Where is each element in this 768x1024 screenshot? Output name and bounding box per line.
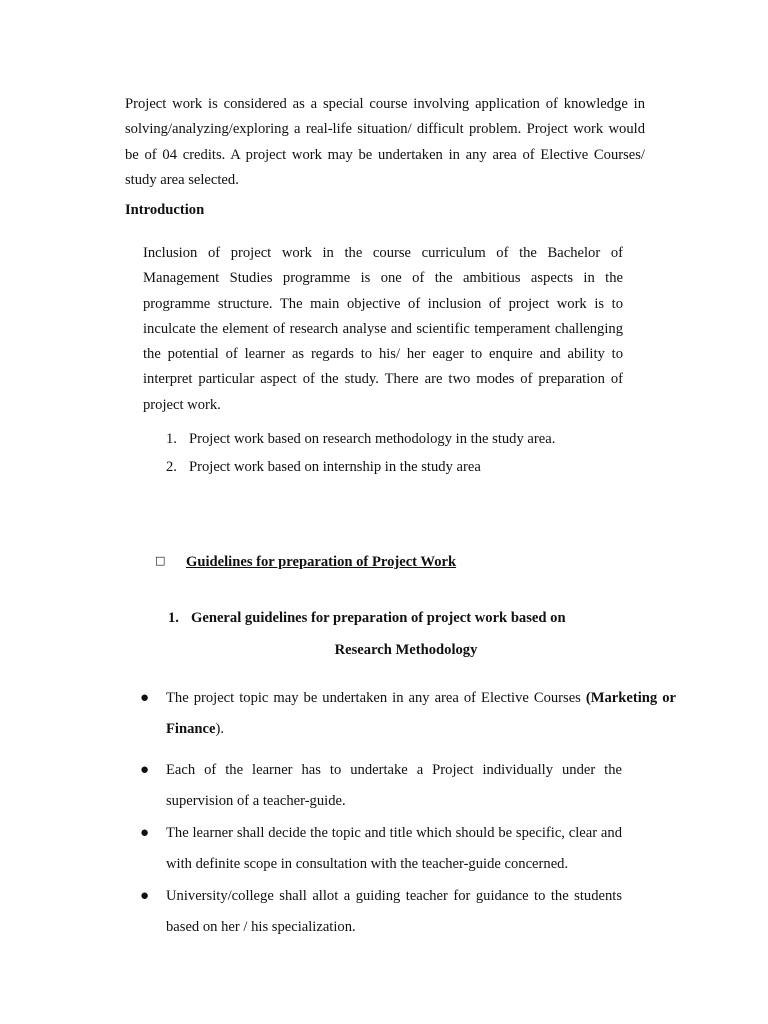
list-item [140, 881, 622, 942]
introduction-heading: Introduction [125, 202, 205, 218]
list-item [140, 755, 622, 816]
section-number: 1. [168, 610, 179, 626]
section-title-line1: General guidelines for preparation of project work based on [191, 610, 566, 626]
introduction-paragraph: Inclusion of project work in the course curriculum of the Bachelor of Management Studies programme is one of the ambitious aspects in the programme structure. The main objective of inclusion of project work is to inculcate the element of research analyse and scientific temperament challenging the potential of learner as regards to his/ her eager to enquire and ability to interpret particular aspect of the study. There are two modes of preparation of project work. [143, 245, 623, 413]
list-item-text: Project work based on research methodology in the study area. [189, 431, 556, 447]
modes-list [166, 428, 646, 484]
bold-text: (Marketing or Finance [166, 690, 676, 737]
list-item-text: Project work based on internship in the study area [189, 459, 481, 475]
checkbox-marker-icon: □ [155, 554, 166, 567]
list-item-text: The learner shall decide the topic and title which should be specific, clear and with definite scope in consultation with the teacher-guide concerned. [166, 825, 622, 872]
list-item [166, 456, 646, 484]
intro-paragraph: Project work is considered as a special course involving application of knowledge in solving/analyzing/exploring a real-life situation/ difficult problem. Project work would be of 04 credits. A project work may be undertaken in any area of Elective Courses/ study area selected. [125, 96, 645, 188]
bullet-icon: ● [140, 825, 150, 841]
guidelines-bullet-list [140, 683, 680, 942]
list-item-text: University/college shall allot a guiding teacher for guidance to the students based on her / his specialization. [166, 888, 622, 935]
bullet-icon: ● [140, 888, 150, 904]
bullet-icon: ● [140, 762, 150, 778]
section-title-line2: Research Methodology [334, 642, 478, 658]
list-item [140, 818, 622, 879]
bullet-icon: ● [140, 690, 150, 706]
list-item [166, 428, 646, 456]
list-number: 2. [166, 459, 177, 475]
list-item [140, 683, 676, 744]
section-heading [168, 610, 566, 627]
guidelines-title: Guidelines for preparation of Project Work [186, 554, 457, 570]
list-item-text: Each of the learner has to undertake a Project individually under the supervision of a teacher-guide. [166, 762, 622, 809]
list-number: 1. [166, 431, 177, 447]
list-item-text: The project topic may be undertaken in any area of Elective Courses (Marketing or Finance). [166, 690, 676, 737]
